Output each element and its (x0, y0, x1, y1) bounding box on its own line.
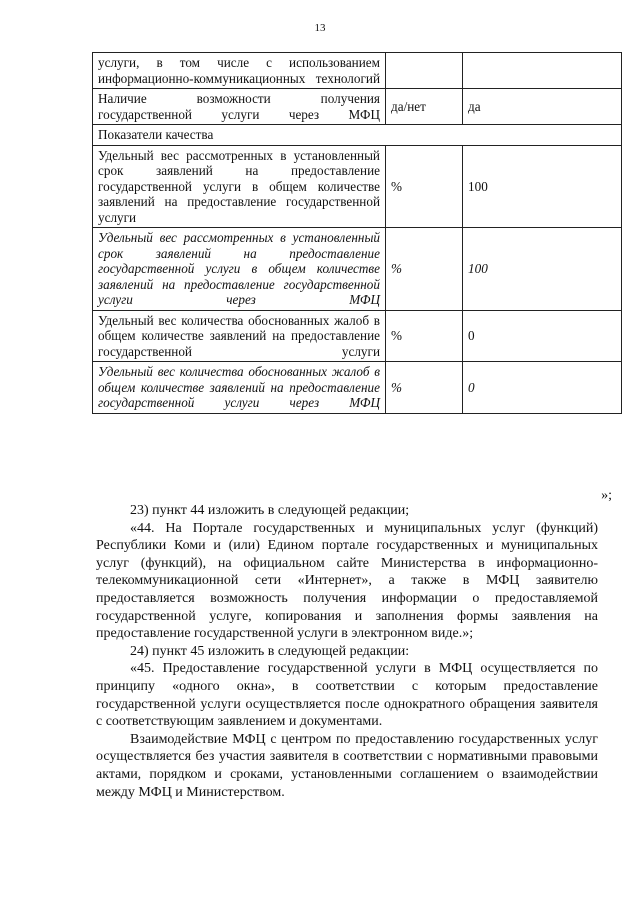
paragraph-45-text: «45. Предоставление государственной услуги в МФЦ осуществляется по принципу «одного окна», в соответствии с которым предоставление государственной услуги осуществляется после однократного обращения заявителя с соответствующим заявлением и документами. (96, 661, 598, 730)
table-row (93, 53, 622, 89)
indicator-unit: да/нет (386, 89, 463, 125)
table-section-row (93, 125, 622, 146)
indicator-name: Удельный вес количества обоснованных жалоб в общем количестве заявлений на предоставление государственной услуги через МФЦ (93, 362, 386, 414)
indicator-value: 100 (463, 228, 622, 311)
indicator-value: 100 (463, 145, 622, 228)
indicator-unit: % (386, 310, 463, 362)
indicator-name: Наличие возможности получения государственной услуги через МФЦ (93, 89, 386, 125)
indicator-unit: % (386, 362, 463, 414)
indicator-unit: % (386, 145, 463, 228)
section-heading: Показатели качества (93, 125, 622, 146)
indicator-unit: % (386, 228, 463, 311)
table-row (93, 89, 622, 125)
indicators-table-body (93, 53, 622, 414)
amendment-item-23: 23) пункт 44 изложить в следующей редакции; (130, 503, 410, 518)
indicator-value: 0 (463, 362, 622, 414)
indicator-value: 0 (463, 310, 622, 362)
indicators-table (92, 52, 622, 414)
paragraph-45-continued: Взаимодействие МФЦ с центром по предоставлению государственных услуг осуществляется без участия заявителя в соответствии с нормативными правовыми актами, порядком и сроками, установленными соглашением о взаимодействии между МФЦ и Министерством. (96, 731, 598, 800)
amendment-item-24: 24) пункт 45 изложить в следующей редакции: (130, 643, 410, 659)
indicator-name: Удельный вес количества обоснованных жалоб в общем количестве заявлений на предоставление государственной услуги (93, 310, 386, 362)
indicator-value (463, 53, 622, 89)
body-text (96, 502, 598, 801)
indicator-name: Удельный вес рассмотренных в установленный срок заявлений на предоставление государственной услуги в общем количестве заявлений на предоставление государственной услуги через МФЦ (93, 228, 386, 311)
closing-quote: »; (601, 488, 612, 503)
indicator-name: услуги, в том числе с использованием информационно-коммуникационных технологий (93, 53, 386, 89)
paragraph-44-text: «44. На Портале государственных и муниципальных услуг (функций) Республики Коми и (или) Едином портале государственных и муниципальных услуг (функций), на официальном сайте Министерства в информационно-телекоммуникационной сети «Интернет», а также в МФЦ заявителю предоставляется возможность получения информации о предоставляемой государственной услуге, копирования и заполнения формы заявления на предоставление государственной услуги в электронном виде.»; (96, 520, 598, 642)
indicator-value: да (463, 89, 622, 125)
table-row (93, 310, 622, 362)
page-number: 13 (314, 22, 326, 34)
indicator-name: Удельный вес рассмотренных в установленный срок заявлений на предоставление государственной услуги в общем количестве заявлений на предоставление государственной услуги (93, 145, 386, 228)
table-row (93, 362, 622, 414)
table-row (93, 145, 622, 228)
indicator-unit (386, 53, 463, 89)
table-row (93, 228, 622, 311)
